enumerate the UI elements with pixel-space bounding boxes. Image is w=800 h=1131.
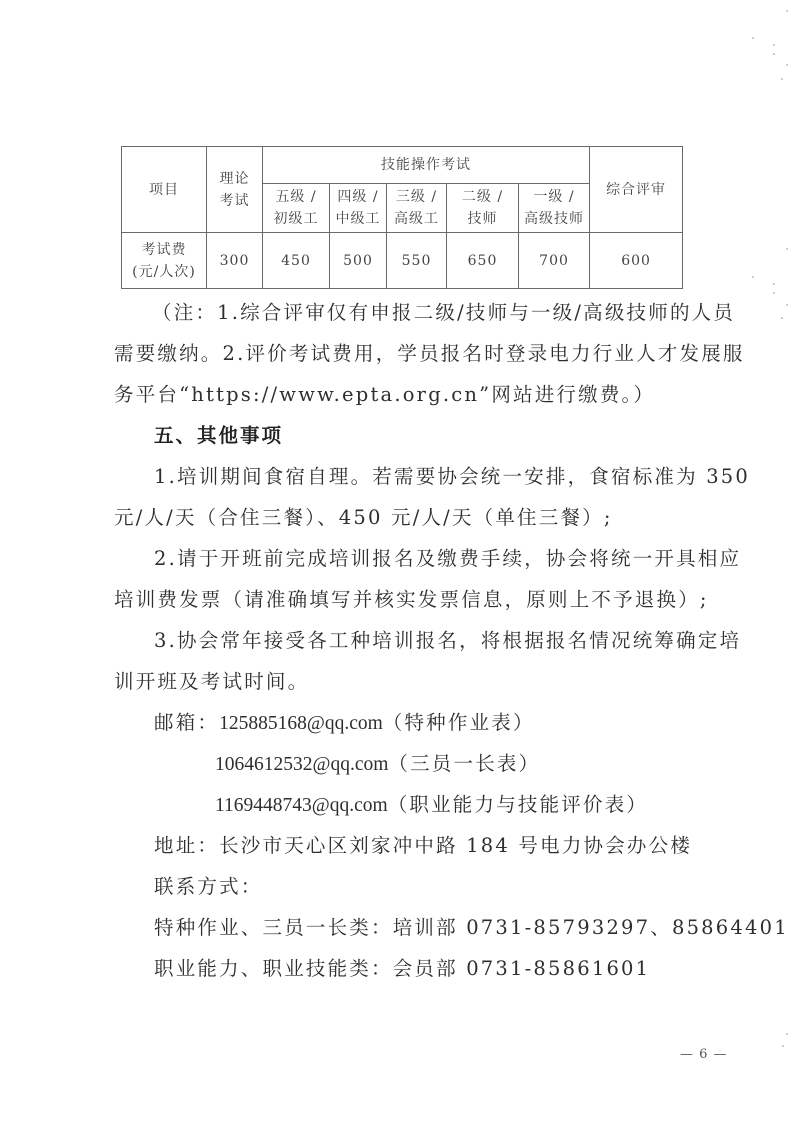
address-line: 地址：长沙市天心区刘家冲中路 184 号电力协会办公楼	[154, 834, 693, 857]
email-address: 125885168@qq.com	[219, 713, 383, 734]
header-level-3: 三级 / 高级工	[387, 184, 447, 233]
cell-level-1: 700	[519, 233, 590, 289]
table-row	[122, 233, 683, 289]
cell-level-5: 450	[263, 233, 330, 289]
exam-fee-table	[121, 146, 683, 289]
cell-review: 600	[590, 233, 683, 289]
item-line: 培训费发票（请准确填写并核实发票信息，原则上不予退换）;	[114, 588, 709, 611]
cell-level-3: 550	[387, 233, 447, 289]
email-note: （职业能力与技能评价表）	[387, 793, 649, 816]
header-skill-exam: 技能操作考试	[263, 147, 590, 184]
header-item: 项目	[122, 147, 207, 233]
item-line: 2.请于开班前完成培训报名及缴费手续，协会将统一开具相应	[154, 547, 742, 570]
phone-line: 特种作业、三员一长类：培训部 0731-85793297、85864401	[154, 916, 789, 939]
header-comprehensive-review: 综合评审	[590, 147, 683, 233]
cell-theory: 300	[207, 233, 263, 289]
header-level-1: 一级 / 高级技师	[519, 184, 590, 233]
cell-level-4: 500	[330, 233, 387, 289]
header-level-4: 四级 / 中级工	[330, 184, 387, 233]
email-note: （特种作业表）	[382, 711, 535, 734]
row-label: 考试费 (元/人次)	[122, 233, 207, 289]
header-level-5: 五级 / 初级工	[263, 184, 330, 233]
item-line: 1.培训期间食宿自理。若需要协会统一安排，食宿标准为 350	[154, 465, 751, 488]
email-row	[154, 711, 535, 736]
email-address: 1064612532@qq.com	[215, 754, 389, 775]
note-line: 务平台“https://www.epta.org.cn”网站进行缴费。）	[114, 383, 656, 406]
phone-line: 职业能力、职业技能类：会员部 0731-85861601	[154, 957, 651, 980]
contact-label: 联系方式：	[154, 875, 263, 898]
item-line: 3.协会常年接受各工种培训报名，将根据报名情况统筹确定培	[154, 629, 742, 652]
note-line: 需要缴纳。2.评价考试费用，学员报名时登录电力行业人才发展服	[114, 342, 745, 365]
header-level-2: 二级 / 技师	[447, 184, 519, 233]
header-theory-exam: 理论 考试	[207, 147, 263, 233]
note-line: （注：1.综合评审仅有申报二级/技师与一级/高级技师的人员	[152, 301, 736, 324]
email-address: 1169448743@qq.com	[215, 795, 388, 816]
section-heading: 五、其他事项	[154, 424, 284, 447]
item-line: 元/人/天（合住三餐）、450 元/人/天（单住三餐）;	[114, 506, 613, 529]
item-line: 训开班及考试时间。	[114, 670, 310, 693]
cell-level-2: 650	[447, 233, 519, 289]
page-number: — 6 —	[680, 1047, 728, 1062]
email-label: 邮箱：	[154, 711, 220, 734]
email-note: （三员一长表）	[388, 752, 541, 775]
email-row	[215, 793, 648, 818]
email-row	[215, 752, 540, 777]
